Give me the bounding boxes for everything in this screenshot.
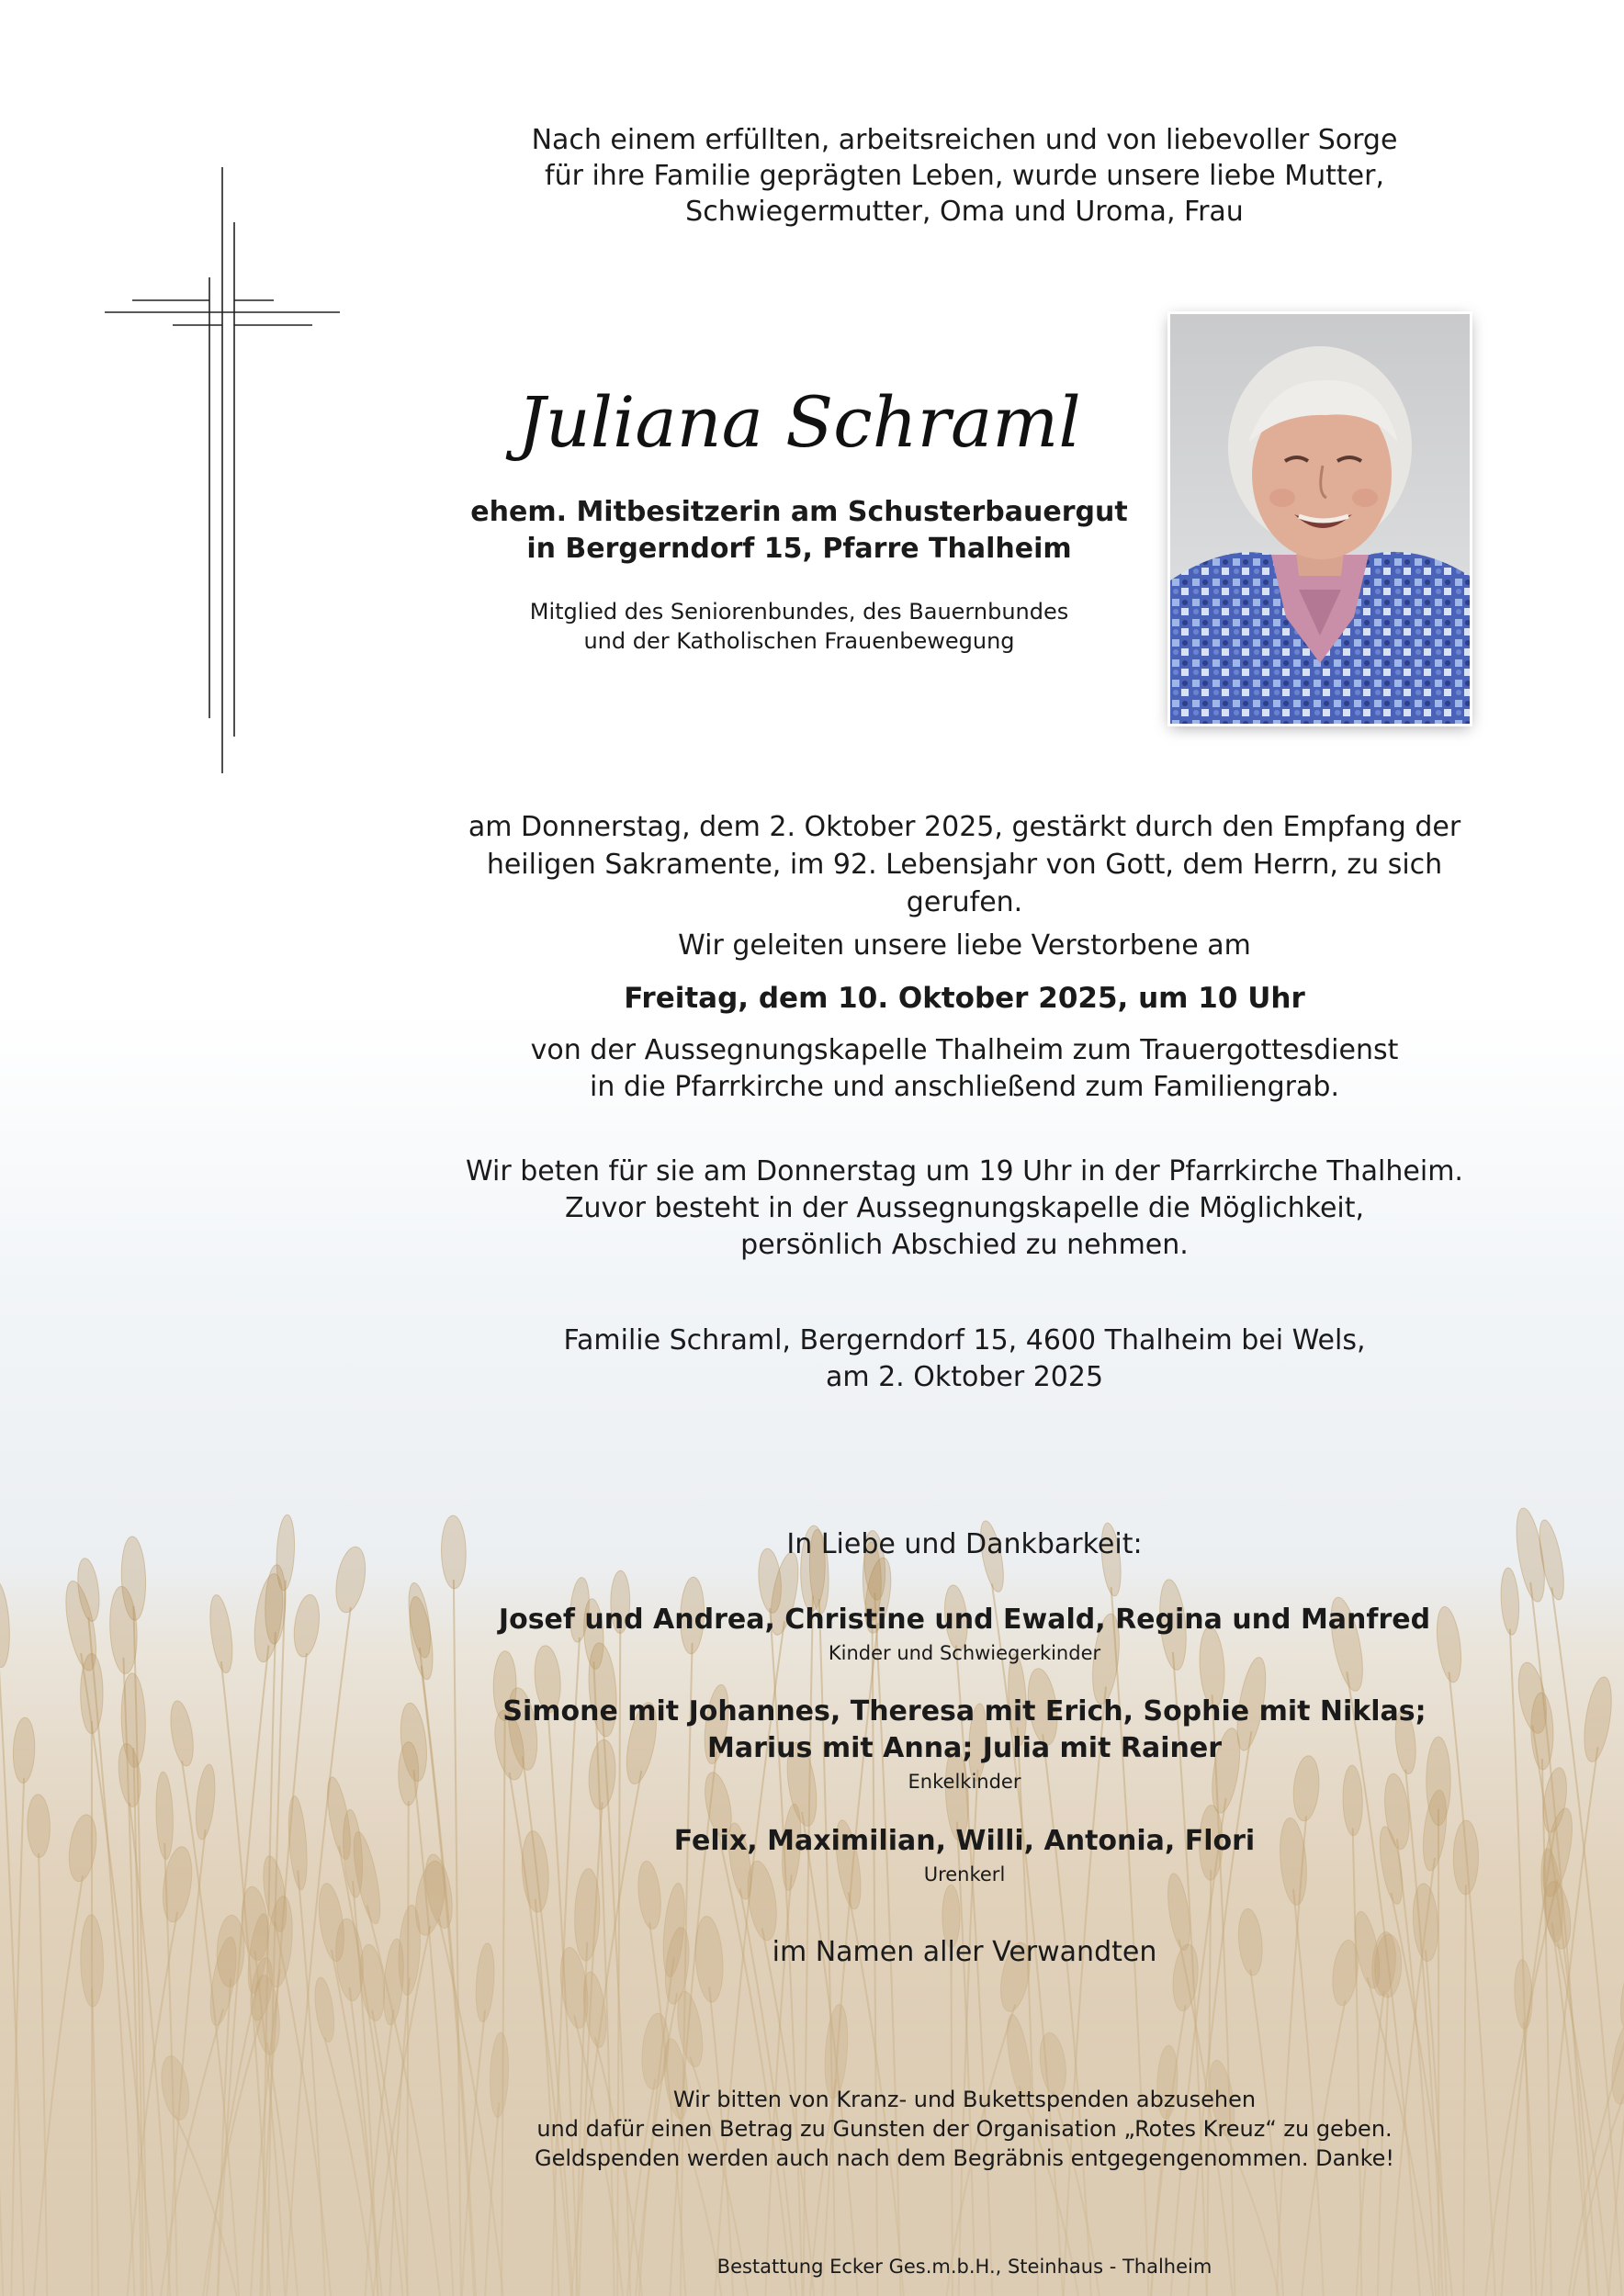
address-line: am 2. Oktober 2025 bbox=[825, 1361, 1104, 1393]
funeral-route bbox=[459, 1032, 1470, 1106]
mourner-names: Felix, Maximilian, Willi, Antonia, Flori bbox=[673, 1825, 1256, 1857]
route-line: in die Pfarrkirche und anschließend zum Familiengrab. bbox=[590, 1071, 1339, 1103]
donation-line: und dafür einen Betrag zu Gunsten der Organisation „Rotes Kreuz“ zu geben. bbox=[536, 2116, 1393, 2142]
prayer-line: Wir beten für sie am Donnerstag um 19 Uhr in der Pfarrkirche Thalheim. bbox=[466, 1155, 1463, 1187]
intro-text bbox=[459, 122, 1470, 230]
memberships bbox=[459, 597, 1139, 656]
role-line: in Bergerndorf 15, Pfarre Thalheim bbox=[526, 533, 1072, 565]
role-line: ehem. Mitbesitzerin am Schusterbauergut bbox=[470, 496, 1128, 528]
mourners-closing: im Namen aller Verwandten bbox=[772, 1936, 1157, 1968]
portrait-photo bbox=[1170, 314, 1470, 724]
route-line: von der Aussegnungskapelle Thalheim zum Trauergottesdienst bbox=[530, 1034, 1399, 1066]
mourners-heading: In Liebe und Dankbarkeit: bbox=[786, 1528, 1143, 1560]
prayer-notice bbox=[459, 1154, 1470, 1264]
mourner-group-grandchildren bbox=[459, 1694, 1470, 1795]
death-notice bbox=[459, 808, 1470, 921]
death-line: heiligen Sakramente, im 92. Lebensjahr von Gott, dem Herrn, zu sich gerufen. bbox=[486, 849, 1443, 918]
family-address bbox=[459, 1322, 1470, 1396]
prayer-line: persönlich Abschied zu nehmen. bbox=[740, 1229, 1189, 1261]
mourner-names: Marius mit Anna; Julia mit Rainer bbox=[706, 1732, 1222, 1764]
donation-request bbox=[459, 2085, 1470, 2173]
deceased-role bbox=[459, 494, 1139, 568]
intro-line: für ihre Familie geprägten Leben, wurde unsere liebe Mutter, bbox=[545, 160, 1384, 192]
mourner-group-great-grandchildren bbox=[459, 1823, 1470, 1887]
mourner-names: Josef und Andrea, Christine und Ewald, Regina und Manfred bbox=[498, 1604, 1431, 1636]
donation-line: Wir bitten von Kranz- und Bukettspenden abzusehen bbox=[672, 2087, 1257, 2112]
mourner-relation: Urenkerl bbox=[923, 1863, 1006, 1885]
undertaker-credit: Bestattung Ecker Ges.m.b.H., Steinhaus - Thalheim bbox=[716, 2256, 1212, 2278]
membership-line: und der Katholischen Frauenbewegung bbox=[583, 628, 1015, 654]
funeral-intro: Wir geleiten unsere liebe Verstorbene am bbox=[678, 929, 1251, 962]
mourner-group-children bbox=[459, 1602, 1470, 1666]
cross-icon bbox=[99, 167, 347, 773]
mourner-names: Simone mit Johannes, Theresa mit Erich, Sophie mit Niklas; bbox=[502, 1695, 1427, 1728]
funeral-date: Freitag, dem 10. Oktober 2025, um 10 Uhr bbox=[624, 982, 1305, 1015]
intro-line: Nach einem erfüllten, arbeitsreichen und von liebevoller Sorge bbox=[531, 124, 1398, 156]
death-line: am Donnerstag, dem 2. Oktober 2025, gestärkt durch den Empfang der bbox=[468, 811, 1461, 843]
prayer-line: Zuvor besteht in der Aussegnungskapelle die Möglichkeit, bbox=[564, 1192, 1365, 1224]
membership-line: Mitglied des Seniorenbundes, des Bauernbundes bbox=[529, 599, 1069, 625]
deceased-name: Juliana Schraml bbox=[517, 381, 1081, 463]
mourner-relation: Kinder und Schwiegerkinder bbox=[828, 1642, 1101, 1664]
mourner-relation: Enkelkinder bbox=[908, 1771, 1021, 1793]
intro-line: Schwiegermutter, Oma und Uroma, Frau bbox=[685, 196, 1244, 228]
address-line: Familie Schraml, Bergerndorf 15, 4600 Thalheim bei Wels, bbox=[563, 1324, 1366, 1356]
donation-line: Geldspenden werden auch nach dem Begräbnis entgegengenommen. Danke! bbox=[534, 2145, 1394, 2171]
